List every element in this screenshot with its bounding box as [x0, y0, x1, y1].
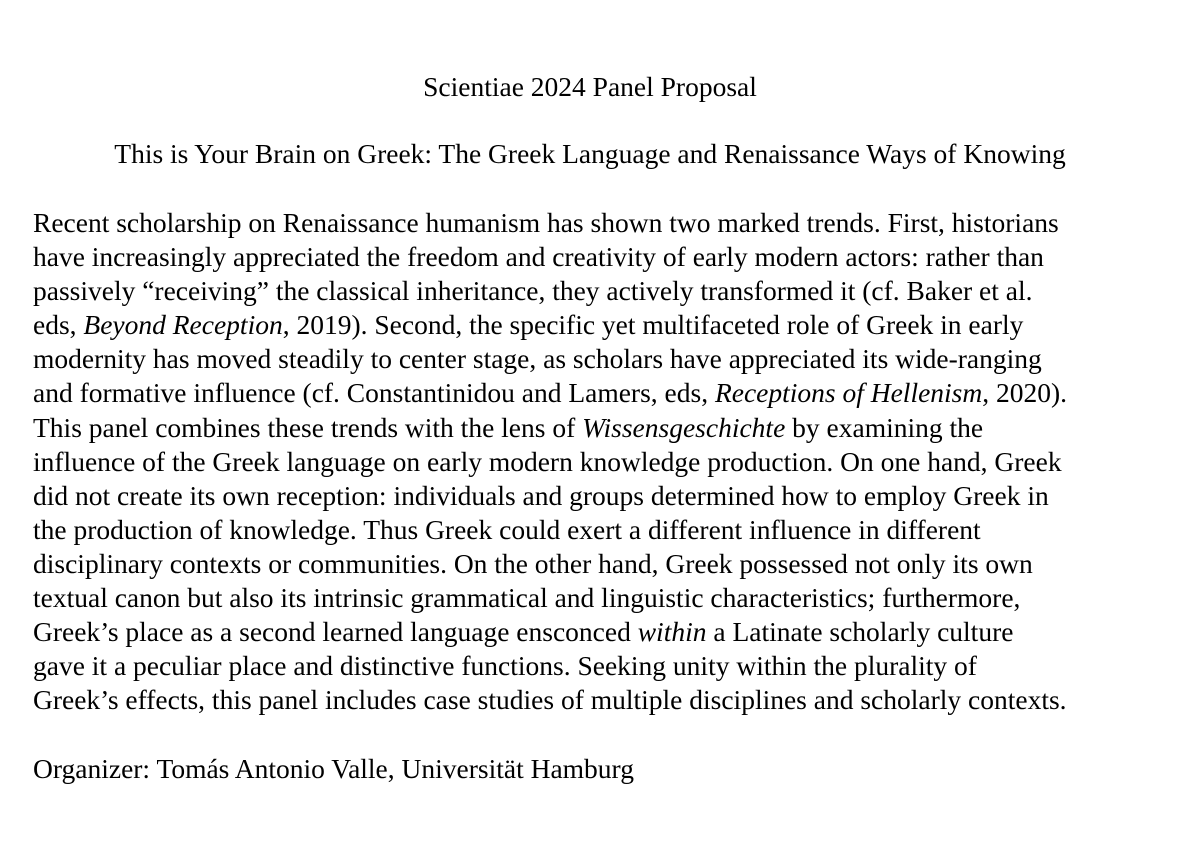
- emphasis-within: within: [637, 616, 707, 648]
- abstract-line: influence of the Greek language on early modern knowledge production. On one hand, Greek: [33, 445, 1062, 477]
- abstract-line: eds, Beyond Reception, 2019). Second, the specific yet multifaceted role of Greek in early: [33, 309, 1024, 341]
- abstract-line: the production of knowledge. Thus Greek could exert a different influence in different: [33, 513, 981, 545]
- abstract-line: disciplinary contexts or communities. On the other hand, Greek possessed not only its own: [33, 547, 1033, 579]
- abstract-paragraph: [33, 206, 1067, 717]
- abstract-line: Greek’s effects, this panel includes case studies of multiple disciplines and scholarly contexts.: [33, 684, 1067, 716]
- book-title-beyond-reception: Beyond Reception: [83, 309, 283, 341]
- term-wissensgeschichte: Wissensgeschichte: [582, 411, 786, 443]
- document-header: Scientiae 2024 Panel Proposal: [423, 71, 757, 102]
- abstract-line: textual canon but also its intrinsic grammatical and linguistic characteristics; furthermore,: [33, 582, 1021, 614]
- panel-title: This is Your Brain on Greek: The Greek Language and Renaissance Ways of Knowing: [114, 138, 1066, 169]
- abstract-line: passively “receiving” the classical inheritance, they actively transformed it (cf. Baker et al.: [33, 275, 1033, 307]
- abstract-line: modernity has moved steadily to center stage, as scholars have appreciated its wide-ranging: [33, 343, 1042, 375]
- abstract-line: This panel combines these trends with the lens of Wissensgeschichte by examining the: [33, 411, 984, 443]
- abstract-line: Greek’s place as a second learned language ensconced within a Latinate scholarly culture: [33, 616, 1014, 648]
- abstract-line: have increasingly appreciated the freedom and creativity of early modern actors: rather than: [33, 241, 1044, 273]
- book-title-receptions-of-hellenism: Receptions of Hellenism: [714, 377, 983, 409]
- organizer-line: Organizer: Tomás Antonio Valle, Universität Hamburg: [33, 753, 634, 784]
- abstract-line: Recent scholarship on Renaissance humanism has shown two marked trends. First, historians: [33, 207, 1059, 238]
- abstract-line: gave it a peculiar place and distinctive functions. Seeking unity within the plurality of: [33, 650, 977, 682]
- abstract-line: did not create its own reception: individuals and groups determined how to employ Greek in: [33, 479, 1049, 511]
- abstract-line: and formative influence (cf. Constantinidou and Lamers, eds, Receptions of Hellenism, 2020).: [33, 377, 1068, 409]
